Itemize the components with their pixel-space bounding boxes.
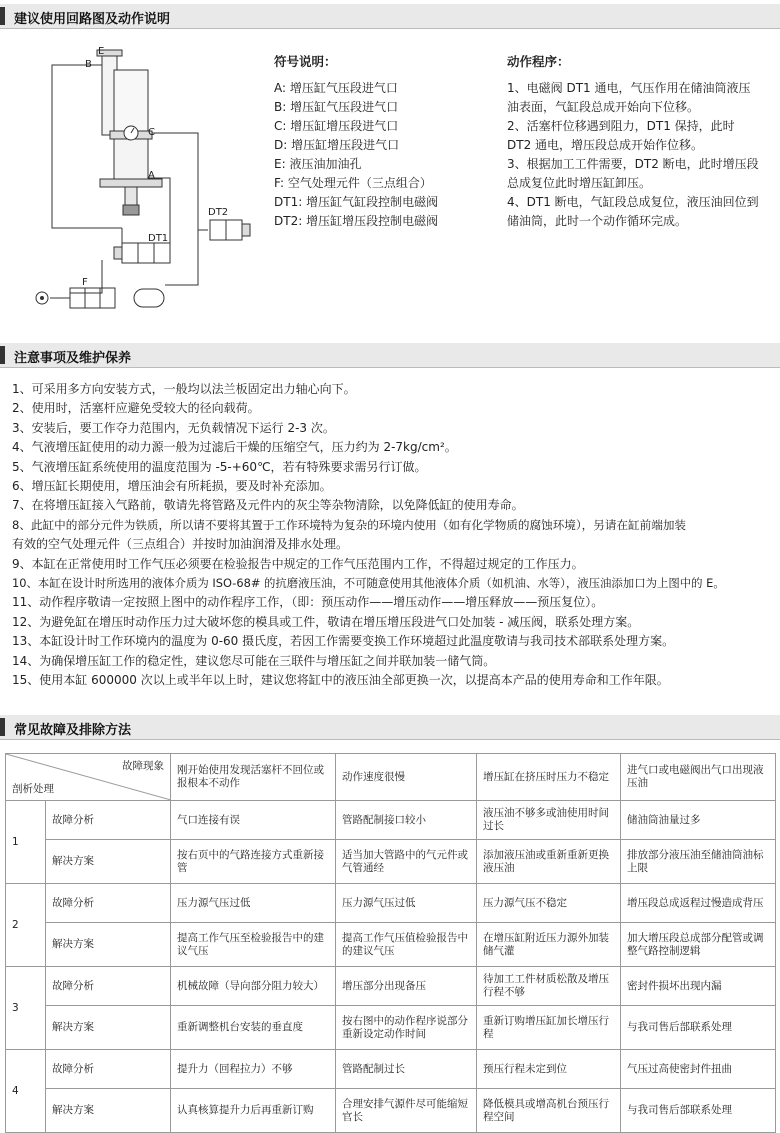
action-procedure-heading: 动作程序： — [507, 54, 570, 69]
section-marker — [0, 346, 5, 364]
row-type: 故障分析 — [46, 884, 171, 923]
table-cell: 在增压缸附近压力源外加装储气灌 — [477, 923, 621, 967]
table-cell: 与我司售后部联系处理 — [621, 1006, 776, 1050]
table-cell: 认真核算提升力后再重新订购 — [171, 1089, 336, 1133]
air-tank — [134, 289, 164, 307]
table-header-row — [6, 754, 776, 801]
table-cell: 提升力（回程拉力）不够 — [171, 1050, 336, 1089]
table-cell: 增压段总成返程过慢造成背压 — [621, 884, 776, 923]
table-cell: 重新订购增压缸加长增压行程 — [477, 1006, 621, 1050]
note-item: 2、使用时，活塞杆应避免受较大的径向载荷。 — [12, 401, 260, 416]
symbol-item: A: 增压缸气压段进气口 — [274, 81, 398, 95]
label-b: B — [85, 59, 92, 70]
symbol-item: DT2: 增压缸增压段控制电磁阀 — [274, 214, 439, 228]
table-cell: 预压行程未定到位 — [477, 1050, 621, 1089]
label-a: A — [148, 170, 155, 181]
table-row — [6, 801, 776, 840]
note-item: 8、此缸中的部分元件为铁质，所以请不要将其置于工作环境特为复杂的环境内使用（如有化学物质的腐蚀环境），另请在缸前端加装 — [12, 517, 687, 532]
circuit-diagram — [30, 45, 255, 315]
group-number: 2 — [6, 884, 46, 967]
section-header-faults — [0, 715, 780, 740]
corner-top-label: 故障现象 — [122, 760, 164, 772]
row-type: 故障分析 — [46, 967, 171, 1006]
symbol-item: D: 增压缸增压段进气口 — [274, 138, 400, 152]
symbol-item: C: 增压缸增压段进气口 — [274, 119, 399, 133]
table-corner-cell — [6, 754, 171, 801]
table-cell: 待加工工件材质松散及增压行程不够 — [477, 967, 621, 1006]
action-line: 总成复位此时增压缸卸压。 — [507, 176, 652, 190]
row-type: 故障分析 — [46, 1050, 171, 1089]
label-e: E — [98, 46, 105, 57]
note-item: 9、本缸在正常使用时工作气压必须要在检验报告中规定的工作气压范围内工作，不得超过规定的工作压力。 — [12, 556, 584, 571]
symbol-item: B: 增压缸气压段进气口 — [274, 100, 399, 114]
table-cell: 管路配制过长 — [336, 1050, 477, 1089]
row-type: 解决方案 — [46, 1006, 171, 1050]
note-item: 7、在将增压缸接入气路前，敬请先将管路及元件内的灰尘等杂物清除，以免降低缸的使用寿命。 — [12, 498, 524, 513]
cylinder-body — [114, 139, 148, 179]
action-line: 储油筒，此时一个动作循环完成。 — [507, 214, 688, 228]
label-dt1: DT1 — [148, 233, 169, 244]
table-cell: 液压油不够多或油使用时间过长 — [477, 801, 621, 840]
row-type: 解决方案 — [46, 1089, 171, 1133]
table-cell: 压力源气压过低 — [336, 884, 477, 923]
row-type: 解决方案 — [46, 840, 171, 884]
table-cell: 与我司售后部联系处理 — [621, 1089, 776, 1133]
section-header-circuit — [0, 4, 780, 29]
note-item: 有效的空气处理元件（三点组合）并按时加油润滑及排水处理。 — [12, 537, 349, 552]
action-line: 1、电磁阀 DT1 通电，气压作用在储油筒液压 — [507, 81, 751, 95]
table-cell: 气压过高使密封件扭曲 — [621, 1050, 776, 1089]
note-item: 13、本缸设计时工作环境内的温度为 0-60 摄氏度，若因工作需要变换工作环境超过此温度敬请与我司技术部联系处理方案。 — [12, 634, 675, 649]
note-item: 14、为确保增压缸工作的稳定性，建议您尽可能在三联件与增压缸之间并联加装一储气筒。 — [12, 653, 496, 668]
table-row — [6, 923, 776, 967]
rod-end — [123, 205, 139, 215]
action-line: 4、DT1 断电，气缸段总成复位，液压油回位到 — [507, 195, 759, 209]
row-type: 解决方案 — [46, 923, 171, 967]
action-procedure — [507, 52, 775, 231]
dt1-valve-block3 — [154, 243, 170, 263]
table-cell: 适当加大管路中的气元件或气管通经 — [336, 840, 477, 884]
symbol-legend — [274, 52, 438, 231]
filter — [70, 288, 85, 308]
table-cell: 压力源气压不稳定 — [477, 884, 621, 923]
note-item: 11、动作程序敬请一定按照上图中的动作程序工作，（即：预压动作——增压动作——增压释放——预压复位）。 — [12, 595, 604, 610]
table-cell: 添加液压油或重新重新更换液压油 — [477, 840, 621, 884]
section-title-notes: 注意事项及维护保养 — [14, 351, 132, 366]
note-item: 10、本缸在设计时所选用的液体介质为 ISO-68# 的抗磨液压油，不可随意使用其他液体介质（如机油、水等），液压油添加口为上图中的 E。 — [12, 576, 725, 591]
label-f: F — [82, 277, 88, 288]
note-item: 3、安装后，要工作夺力范围内，无负载情况下运行 2-3 次。 — [12, 420, 335, 435]
section-marker — [0, 718, 5, 736]
row-type: 故障分析 — [46, 801, 171, 840]
table-row — [6, 967, 776, 1006]
column-header: 刚开始使用发现活塞杆不回位或报根本不动作 — [171, 754, 336, 801]
piston-rod — [125, 187, 137, 207]
table-cell: 按右图中的动作程序说部分重新设定动作时间 — [336, 1006, 477, 1050]
section-marker — [0, 7, 5, 25]
dt1-valve-block1 — [122, 243, 138, 263]
notes-list — [12, 380, 772, 691]
action-line: 3、根据加工工件需要，DT2 断电，此时增压段 — [507, 157, 759, 171]
table-cell: 排放部分液压油至储油筒油标上限 — [621, 840, 776, 884]
column-header: 动作速度很慢 — [336, 754, 477, 801]
group-number: 1 — [6, 801, 46, 884]
table-cell: 压力源气压过低 — [171, 884, 336, 923]
table-cell: 降低模具或增高机台预压行程空间 — [477, 1089, 621, 1133]
table-cell: 合理安排气源件尽可能缩短官长 — [336, 1089, 477, 1133]
oil-tank — [114, 70, 148, 135]
note-item: 5、气液增压缸系统使用的温度范围为 -5-+60℃，若有特殊要求需另行订做。 — [12, 459, 427, 474]
table-cell: 提高工作气压至检验报告中的建议气压 — [171, 923, 336, 967]
symbol-item: DT1: 增压缸气缸段控制电磁阀 — [274, 195, 439, 209]
table-cell: 储油筒油量过多 — [621, 801, 776, 840]
action-line: DT2 通电，增压段总成开始作位移。 — [507, 138, 704, 152]
action-line: 2、活塞杆位移遇到阻力，DT1 保持，此时 — [507, 119, 735, 133]
group-number: 3 — [6, 967, 46, 1050]
label-dt2: DT2 — [208, 207, 229, 218]
column-header: 增压缸在挤压时压力不稳定 — [477, 754, 621, 801]
section-title-faults: 常见故障及排除方法 — [14, 723, 132, 738]
dt1-valve-block2 — [138, 243, 154, 263]
corner-bottom-label: 剖析处理 — [12, 783, 54, 795]
regulator — [85, 288, 100, 308]
table-cell: 提高工作气压值检验报告中的建议气压 — [336, 923, 477, 967]
table-cell: 密封件损坏出现内漏 — [621, 967, 776, 1006]
table-cell: 气口连接有误 — [171, 801, 336, 840]
fault-table — [5, 753, 776, 1133]
table-row — [6, 1006, 776, 1050]
note-item: 15、使用本缸 600000 次以上或半年以上时，建议您将缸中的液压油全部更换一次，以提高本产品的使用寿命和工作年限。 — [12, 673, 669, 688]
table-cell: 管路配制接口较小 — [336, 801, 477, 840]
action-line: 油表面，气缸段总成开始向下位移。 — [507, 100, 700, 114]
dt2-valve-block1 — [210, 220, 226, 240]
label-c: C — [148, 127, 155, 138]
dt2-valve-block2 — [226, 220, 242, 240]
table-cell: 重新调整机台安装的垂直度 — [171, 1006, 336, 1050]
table-cell: 加大增压段总成部分配管或调整气路控制逻辑 — [621, 923, 776, 967]
table-row — [6, 884, 776, 923]
table-cell: 机械故障（导向部分阻力较大） — [171, 967, 336, 1006]
note-item: 1、可采用多方向安装方式，一般均以法兰板固定出力轴心向下。 — [12, 382, 356, 396]
table-cell: 按右页中的气路连接方式重新接管 — [171, 840, 336, 884]
column-header: 进气口或电磁阀出气口出现液压油 — [621, 754, 776, 801]
symbol-item: F: 空气处理元件（三点组合） — [274, 176, 432, 190]
symbol-item: E: 液压油加油孔 — [274, 157, 362, 171]
table-row — [6, 1050, 776, 1089]
section-title-circuit: 建议使用回路图及动作说明 — [14, 12, 171, 27]
symbol-legend-heading: 符号说明： — [274, 54, 337, 69]
section-header-notes — [0, 343, 780, 368]
table-cell: 增压部分出现备压 — [336, 967, 477, 1006]
note-item: 6、增压缸长期使用，增压油会有所耗损，要及时补充添加。 — [12, 479, 332, 494]
table-row — [6, 840, 776, 884]
note-item: 12、为避免缸在增压时动作压力过大破坏您的模具或工件，敬请在增压增压段进气口处加装 - 减压阀，联系处理方案。 — [12, 614, 640, 629]
group-number: 4 — [6, 1050, 46, 1133]
note-item: 4、气液增压缸使用的动力源一般为过滤后干燥的压缩空气，压力约为 2-7kg/cm²。 — [12, 440, 457, 455]
table-row — [6, 1089, 776, 1133]
